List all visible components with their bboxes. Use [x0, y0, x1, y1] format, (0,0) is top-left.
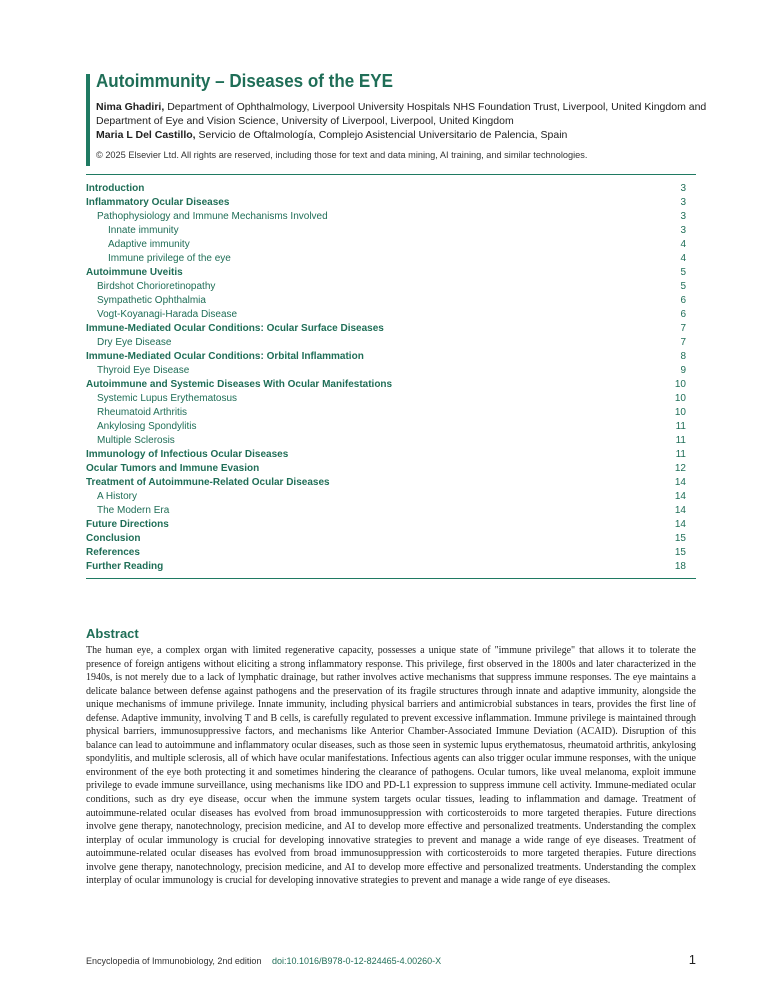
toc-entry[interactable]: [86, 210, 686, 224]
toc-entry-label[interactable]: Conclusion: [86, 533, 141, 544]
article-header: [96, 70, 716, 142]
toc-entry-page[interactable]: 11: [675, 449, 686, 460]
toc-entry-page[interactable]: 7: [680, 323, 686, 334]
toc-entry-page[interactable]: 11: [675, 435, 686, 446]
toc-entry[interactable]: [86, 448, 686, 462]
author-affiliation: Servicio de Oftalmología, Complejo Asistencial Universitario de Palencia, Spain: [198, 129, 568, 141]
toc-entry[interactable]: [86, 560, 686, 574]
toc-entry-page[interactable]: 14: [674, 519, 686, 530]
toc-entry[interactable]: [86, 280, 686, 294]
toc-entry-label[interactable]: Treatment of Autoimmune-Related Ocular Diseases: [86, 477, 330, 488]
toc-entry[interactable]: [86, 196, 686, 210]
toc-entry[interactable]: [86, 434, 686, 448]
toc-entry-label[interactable]: Ankylosing Spondylitis: [97, 421, 197, 432]
toc-entry-label[interactable]: Future Directions: [86, 519, 169, 530]
author-line-2: [96, 128, 716, 142]
toc-entry-page[interactable]: 14: [674, 477, 686, 488]
toc-entry-page[interactable]: 3: [680, 225, 686, 236]
toc-entry-page[interactable]: 4: [680, 253, 686, 264]
toc-entry-page[interactable]: 14: [674, 491, 686, 502]
toc-entry[interactable]: [86, 294, 686, 308]
toc-entry-label[interactable]: Sympathetic Ophthalmia: [97, 295, 206, 306]
toc-entry-page[interactable]: 4: [680, 239, 686, 250]
toc-entry-label[interactable]: Inflammatory Ocular Diseases: [86, 197, 230, 208]
toc-entry[interactable]: [86, 532, 686, 546]
toc-entry-label[interactable]: Ocular Tumors and Immune Evasion: [86, 463, 260, 474]
toc-entry-label[interactable]: Introduction: [86, 183, 145, 194]
toc-entry[interactable]: [86, 266, 686, 280]
toc-entry-page[interactable]: 14: [674, 505, 686, 516]
toc-entry[interactable]: [86, 350, 686, 364]
toc-entry-label[interactable]: Immune-Mediated Ocular Conditions: Ocular Surface Diseases: [86, 323, 384, 334]
toc-entry-page[interactable]: 10: [674, 393, 686, 404]
title-accent-bar: [86, 74, 90, 166]
toc-entry-label[interactable]: Autoimmune and Systemic Diseases With Ocular Manifestations: [86, 379, 393, 390]
toc-entry-page[interactable]: 6: [680, 295, 686, 306]
toc-entry-label[interactable]: A History: [97, 491, 138, 502]
toc-entry-page[interactable]: 15: [674, 533, 686, 544]
toc-entry[interactable]: [86, 490, 686, 504]
toc-entry[interactable]: [86, 238, 686, 252]
toc-entry[interactable]: [86, 308, 686, 322]
toc-entry-page[interactable]: 3: [680, 211, 686, 222]
abstract-heading: Abstract: [86, 626, 139, 641]
toc-entry-label[interactable]: Rheumatoid Arthritis: [97, 407, 188, 418]
toc-entry-page[interactable]: 3: [680, 197, 686, 208]
copyright-notice: © 2025 Elsevier Ltd. All rights are reserved, including those for text and data mining, AI training, and similar technologies.: [96, 150, 588, 160]
toc-entry[interactable]: [86, 462, 686, 476]
toc-entry[interactable]: [86, 364, 686, 378]
toc-entry-page[interactable]: 10: [674, 407, 686, 418]
toc-entry-label[interactable]: Multiple Sclerosis: [97, 435, 175, 446]
toc-entry-label[interactable]: Systemic Lupus Erythematosus: [97, 393, 238, 404]
toc-entry-page[interactable]: 12: [674, 463, 686, 474]
toc-entry-label[interactable]: Innate immunity: [108, 225, 179, 236]
toc-entry[interactable]: [86, 224, 686, 238]
toc-entry-label[interactable]: Immune-Mediated Ocular Conditions: Orbital Inflammation: [86, 351, 364, 362]
toc-entry-label[interactable]: Vogt-Koyanagi-Harada Disease: [97, 309, 238, 320]
toc-entry[interactable]: [86, 336, 686, 350]
author-name: Nima Ghadiri,: [96, 101, 165, 113]
toc-entry[interactable]: [86, 252, 686, 266]
toc-entry-page[interactable]: 7: [680, 337, 686, 348]
table-of-contents: [86, 182, 686, 574]
doi-link[interactable]: doi:10.1016/B978-0-12-824465-4.00260-X: [272, 956, 442, 966]
toc-entry[interactable]: [86, 392, 686, 406]
toc-entry[interactable]: [86, 518, 686, 532]
toc-entry-page[interactable]: 3: [680, 183, 686, 194]
toc-entry-page[interactable]: 10: [674, 379, 686, 390]
toc-entry-page[interactable]: 15: [674, 547, 686, 558]
toc-entry-label[interactable]: Immunology of Infectious Ocular Diseases: [86, 449, 289, 460]
toc-entry-page[interactable]: 8: [680, 351, 686, 362]
journal-name: Encyclopedia of Immunobiology, 2nd edition: [86, 956, 262, 966]
toc-entry-label[interactable]: Immune privilege of the eye: [108, 253, 231, 264]
toc-entry[interactable]: [86, 182, 686, 196]
toc-entry-label[interactable]: Pathophysiology and Immune Mechanisms Involved: [97, 211, 328, 222]
article-title: Autoimmunity – Diseases of the EYE: [96, 70, 393, 91]
author-name: Maria L Del Castillo,: [96, 129, 196, 141]
toc-top-rule: [86, 174, 696, 175]
toc-entry[interactable]: [86, 476, 686, 490]
toc-entry-label[interactable]: References: [86, 547, 140, 558]
author-line-1: [96, 100, 716, 128]
page-number: 1: [688, 952, 696, 967]
toc-entry-label[interactable]: Adaptive immunity: [108, 239, 190, 250]
toc-entry-label[interactable]: Dry Eye Disease: [97, 337, 172, 348]
toc-entry[interactable]: [86, 546, 686, 560]
toc-entry-label[interactable]: Autoimmune Uveitis: [86, 267, 183, 278]
toc-entry[interactable]: [86, 504, 686, 518]
toc-entry-page[interactable]: 5: [680, 267, 686, 278]
toc-entry-label[interactable]: The Modern Era: [97, 505, 170, 516]
page-footer: [86, 954, 696, 970]
author-affiliation: Department of Ophthalmology, Liverpool University Hospitals NHS Foundation Trust, Liverpool, United Kingdom and Department of Eye and Vision Science, University of Liverpool, Liverpool, United Kingdom: [96, 101, 707, 127]
toc-entry-page[interactable]: 6: [680, 309, 686, 320]
toc-entry[interactable]: [86, 378, 686, 392]
toc-entry[interactable]: [86, 406, 686, 420]
toc-entry-page[interactable]: 11: [675, 421, 686, 432]
toc-bottom-rule: [86, 578, 696, 579]
toc-entry-label[interactable]: Further Reading: [86, 561, 164, 572]
toc-entry-label[interactable]: Thyroid Eye Disease: [97, 365, 190, 376]
toc-entry[interactable]: [86, 420, 686, 434]
abstract-body: The human eye, a complex organ with limited regenerative capacity, possesses a unique state of "immune privilege" that allows it to tolerate the presence of foreign antigens without eliciting a strong inflammatory response. This privilege, first observed in the 1800s and later characterized in the 1940s, is not merely due to a lack of lymphatic drainage, but rather involves active mechanisms that suppress immune responses. The eye maintains a delicate balance between defense against pathogens and the preservation of its fragile structures through innate and adaptive immunity, alongside the unique mechanisms of immune privilege. Innate immunity, including physical barriers and antimicrobial substances in tears, provides the first line of defense. Adaptive immunity, involving T and B cells, is carefully regulated to prevent excessive inflammation. Immune privilege is maintained through physical barriers, immunosuppressive factors, and mechanisms like Anterior Chamber-Associated Immune Deviation (ACAID). Disruption of this balance can lead to autoimmune and inflammatory ocular diseases, such as those seen in systemic lupus erythematosus, rheumatoid arthritis, ankylosing spondylitis, and multiple sclerosis, all of which have ocular manifestations. Infectious agents can also trigger ocular immune responses, with the unique environment of the eye both protecting it and sometimes hindering the clearance of pathogens. Ocular tumors, like uveal melanoma, exploit immune privilege to evade immune surveillance, using mechanisms like IDO and PD-L1 expression to suppress immune cell activity. Immune-mediated ocular conditions, such as dry eye disease, occur when the immune system targets ocular tissues, leading to inflammation and damage. Treatment of autoimmune-related ocular diseases has evolved from broad immunosuppression with corticosteroids to more targeted therapies. Future directions involve gene therapy, nanotechnology, precision medicine, and AI to develop more effective and personalized treatments. Understanding the complex interplay of ocular immunology is crucial for developing innovative strategies to prevent and manage a wide range of eye diseases. Treatment of autoimmune-related ocular diseases has evolved from broad immunosuppression with corticosteroids to more targeted therapies. Future directions involve gene therapy, nanotechnology, precision medicine, and AI to develop more effective and personalized treatments. Understanding the complex interplay of ocular immunology is crucial for developing innovative strategies to prevent and manage a wide range of eye diseases.: [86, 645, 696, 887]
toc-entry[interactable]: [86, 322, 686, 336]
toc-entry-page[interactable]: 5: [680, 281, 686, 292]
toc-entry-page[interactable]: 9: [680, 365, 686, 376]
toc-entry-page[interactable]: 18: [674, 561, 686, 572]
toc-entry-label[interactable]: Birdshot Chorioretinopathy: [97, 281, 216, 292]
